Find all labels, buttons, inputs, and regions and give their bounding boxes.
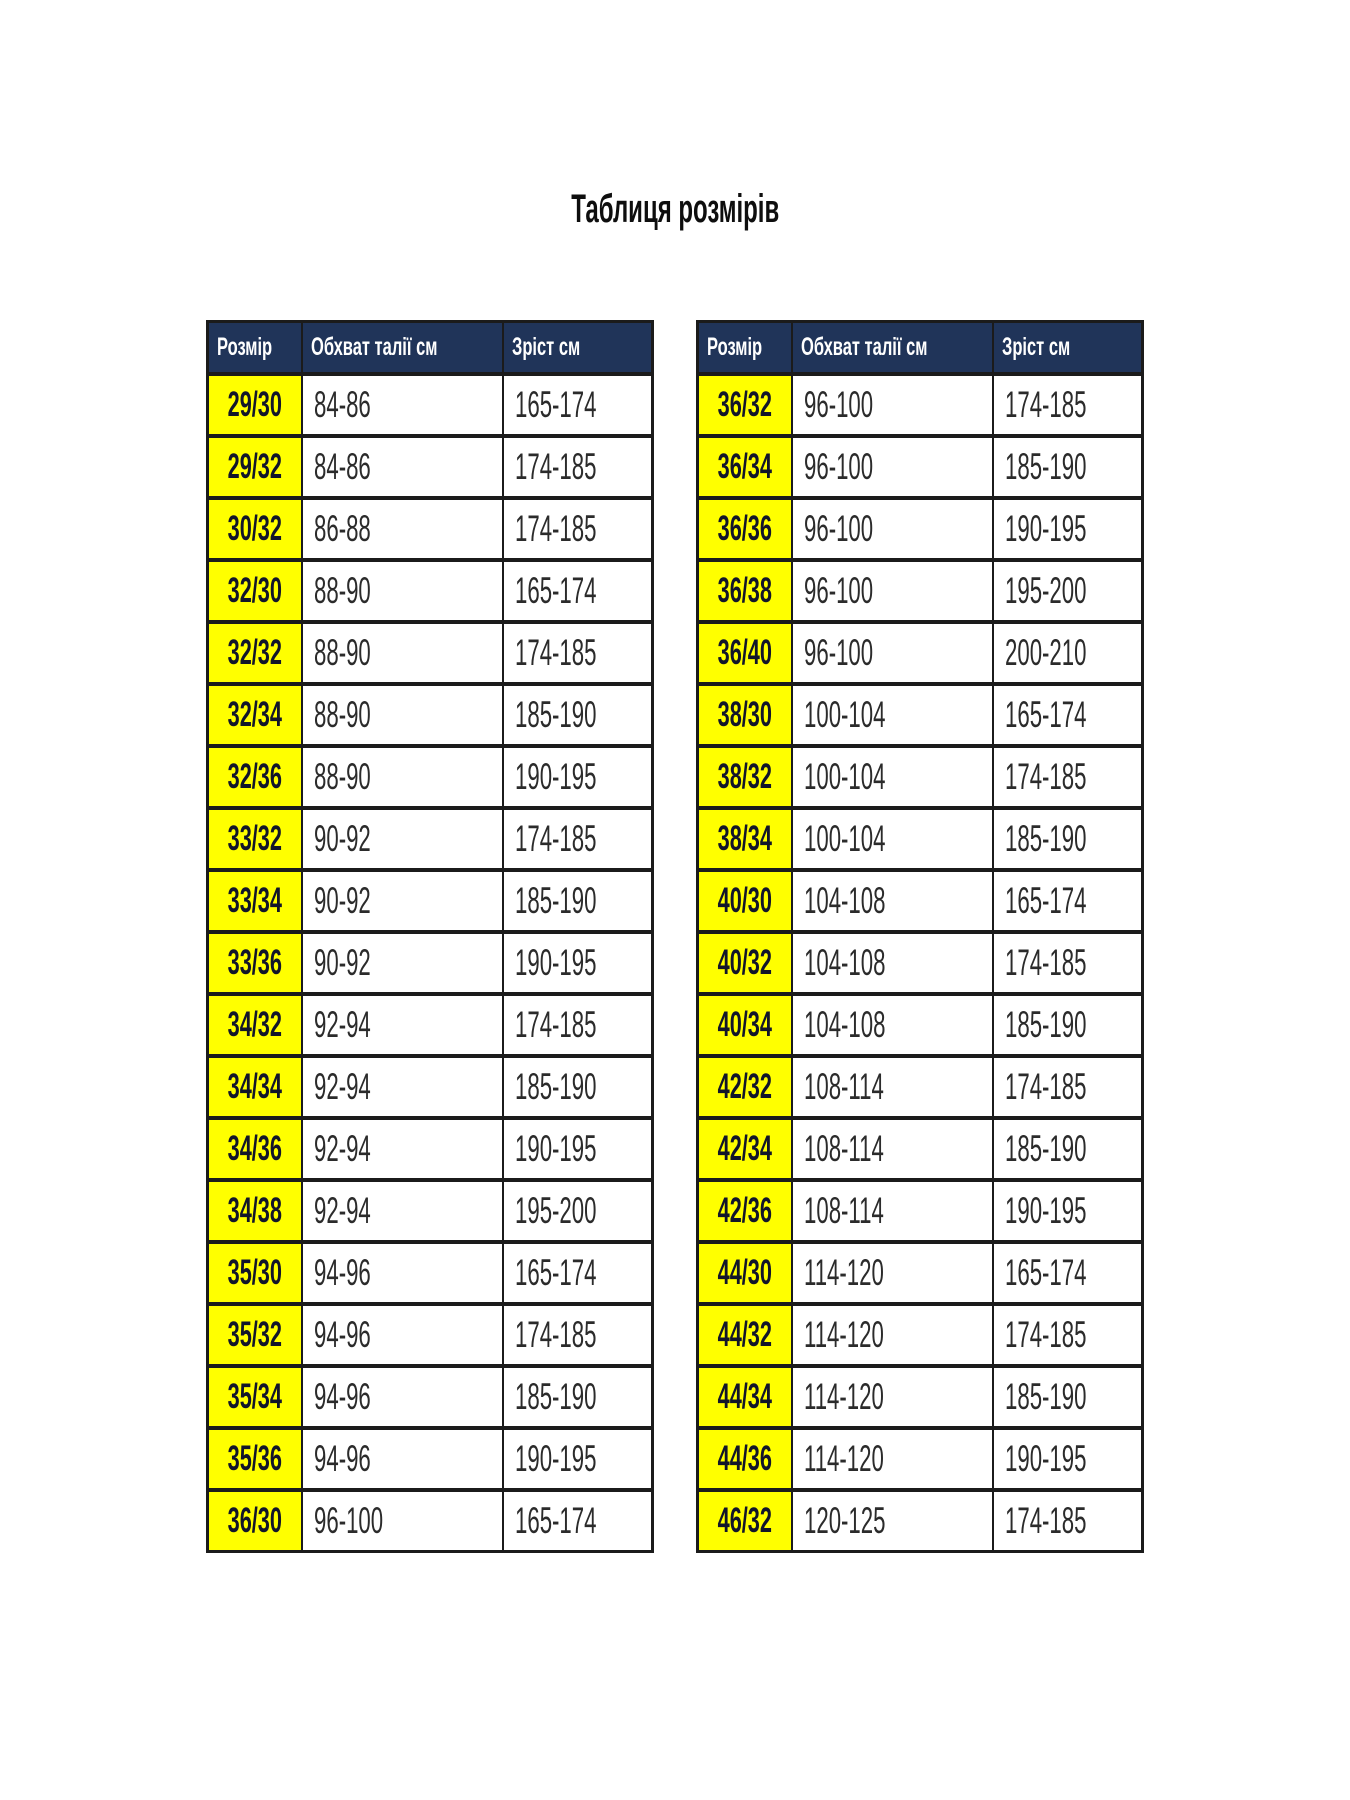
size-tables-container bbox=[0, 320, 1350, 1553]
size-value: 29/32 bbox=[227, 446, 282, 486]
column-header-height bbox=[503, 322, 652, 374]
size-value: 36/30 bbox=[227, 1500, 282, 1540]
height-cell bbox=[993, 1366, 1142, 1428]
height-cell bbox=[503, 1180, 652, 1242]
size-value: 42/32 bbox=[717, 1066, 772, 1106]
waist-value: 100-104 bbox=[803, 755, 885, 797]
waist-cell bbox=[792, 932, 994, 994]
height-value: 174-185 bbox=[1005, 383, 1087, 425]
height-value: 174-185 bbox=[1005, 1065, 1087, 1107]
size-cell bbox=[698, 746, 792, 808]
waist-value: 100-104 bbox=[803, 817, 885, 859]
waist-value: 88-90 bbox=[313, 755, 371, 797]
waist-value: 108-114 bbox=[803, 1189, 884, 1231]
table-row bbox=[698, 1428, 1143, 1490]
waist-value: 92-94 bbox=[313, 1003, 371, 1045]
size-value: 42/36 bbox=[717, 1190, 772, 1230]
height-cell bbox=[503, 622, 652, 684]
size-cell bbox=[208, 1180, 302, 1242]
size-value: 35/30 bbox=[227, 1252, 282, 1292]
table-row bbox=[208, 622, 653, 684]
size-value: 40/32 bbox=[717, 942, 772, 982]
column-header-height-label: Зріст см bbox=[512, 332, 581, 361]
waist-cell bbox=[792, 1428, 994, 1490]
table-row bbox=[698, 1056, 1143, 1118]
size-value: 34/36 bbox=[227, 1128, 282, 1168]
table-row bbox=[698, 374, 1143, 436]
height-cell bbox=[503, 1428, 652, 1490]
waist-value: 114-120 bbox=[803, 1251, 884, 1293]
size-cell bbox=[698, 622, 792, 684]
waist-value: 104-108 bbox=[803, 941, 885, 983]
column-header-size bbox=[698, 322, 792, 374]
table-row bbox=[208, 1056, 653, 1118]
waist-cell bbox=[792, 1056, 994, 1118]
size-cell bbox=[698, 808, 792, 870]
waist-cell bbox=[792, 436, 994, 498]
waist-cell bbox=[792, 994, 994, 1056]
size-value: 35/32 bbox=[227, 1314, 282, 1354]
size-cell bbox=[208, 870, 302, 932]
size-value: 38/32 bbox=[717, 756, 772, 796]
size-value: 34/32 bbox=[227, 1004, 282, 1044]
waist-cell bbox=[792, 808, 994, 870]
waist-value: 108-114 bbox=[803, 1127, 884, 1169]
size-value: 35/34 bbox=[227, 1376, 282, 1416]
waist-cell bbox=[302, 994, 504, 1056]
waist-cell bbox=[302, 1242, 504, 1304]
header-row bbox=[208, 322, 653, 374]
height-cell bbox=[503, 808, 652, 870]
size-cell bbox=[698, 932, 792, 994]
table-row bbox=[208, 1304, 653, 1366]
size-cell bbox=[698, 684, 792, 746]
table-row bbox=[698, 1118, 1143, 1180]
waist-cell bbox=[302, 808, 504, 870]
waist-cell bbox=[302, 932, 504, 994]
table-row bbox=[698, 994, 1143, 1056]
height-cell bbox=[993, 622, 1142, 684]
size-value: 32/30 bbox=[227, 570, 282, 610]
height-value: 165-174 bbox=[515, 1251, 597, 1293]
page-title bbox=[0, 186, 1350, 232]
size-cell bbox=[698, 498, 792, 560]
height-cell bbox=[993, 870, 1142, 932]
waist-cell bbox=[792, 374, 994, 436]
table-row bbox=[208, 374, 653, 436]
waist-cell bbox=[302, 1428, 504, 1490]
height-value: 190-195 bbox=[515, 941, 597, 983]
table-row bbox=[208, 1242, 653, 1304]
height-cell bbox=[993, 994, 1142, 1056]
size-value: 36/34 bbox=[717, 446, 772, 486]
size-value: 29/30 bbox=[227, 384, 282, 424]
column-header-size bbox=[208, 322, 302, 374]
size-value: 32/36 bbox=[227, 756, 282, 796]
size-cell bbox=[698, 1056, 792, 1118]
page-title-text: Таблиця розмірів bbox=[571, 187, 779, 231]
height-cell bbox=[993, 746, 1142, 808]
waist-value: 92-94 bbox=[313, 1127, 371, 1169]
height-cell bbox=[503, 870, 652, 932]
height-value: 190-195 bbox=[515, 1127, 597, 1169]
waist-cell bbox=[302, 498, 504, 560]
waist-cell bbox=[792, 684, 994, 746]
height-cell bbox=[503, 1366, 652, 1428]
size-value: 44/30 bbox=[717, 1252, 772, 1292]
size-value: 33/34 bbox=[227, 880, 282, 920]
size-table-left bbox=[206, 320, 654, 1553]
column-header-waist bbox=[302, 322, 504, 374]
table-row bbox=[698, 932, 1143, 994]
waist-cell bbox=[302, 1304, 504, 1366]
size-cell bbox=[208, 374, 302, 436]
height-cell bbox=[993, 684, 1142, 746]
height-cell bbox=[503, 498, 652, 560]
size-value: 33/32 bbox=[227, 818, 282, 858]
waist-cell bbox=[302, 870, 504, 932]
table-row bbox=[208, 684, 653, 746]
table-row bbox=[208, 870, 653, 932]
table-row bbox=[208, 498, 653, 560]
size-value: 42/34 bbox=[717, 1128, 772, 1168]
height-cell bbox=[503, 560, 652, 622]
table-row bbox=[208, 994, 653, 1056]
height-value: 185-190 bbox=[515, 1065, 597, 1107]
waist-cell bbox=[792, 746, 994, 808]
waist-value: 96-100 bbox=[803, 569, 873, 611]
waist-value: 86-88 bbox=[313, 507, 371, 549]
waist-cell bbox=[302, 622, 504, 684]
size-cell bbox=[698, 436, 792, 498]
height-value: 190-195 bbox=[1005, 1437, 1087, 1479]
table-row bbox=[208, 436, 653, 498]
size-cell bbox=[698, 1180, 792, 1242]
waist-cell bbox=[792, 1490, 994, 1552]
size-cell bbox=[208, 994, 302, 1056]
height-value: 165-174 bbox=[515, 569, 597, 611]
height-cell bbox=[993, 1490, 1142, 1552]
waist-cell bbox=[792, 870, 994, 932]
size-value: 30/32 bbox=[227, 508, 282, 548]
height-value: 165-174 bbox=[1005, 693, 1087, 735]
size-value: 38/30 bbox=[717, 694, 772, 734]
waist-value: 84-86 bbox=[313, 383, 371, 425]
waist-cell bbox=[302, 1490, 504, 1552]
size-cell bbox=[208, 684, 302, 746]
size-value: 36/32 bbox=[717, 384, 772, 424]
table-row bbox=[698, 1242, 1143, 1304]
height-cell bbox=[993, 498, 1142, 560]
size-cell bbox=[698, 994, 792, 1056]
size-value: 34/38 bbox=[227, 1190, 282, 1230]
height-value: 165-174 bbox=[1005, 1251, 1087, 1293]
column-header-waist bbox=[792, 322, 994, 374]
table-row bbox=[208, 1118, 653, 1180]
table-row bbox=[698, 684, 1143, 746]
waist-cell bbox=[792, 1242, 994, 1304]
waist-cell bbox=[302, 746, 504, 808]
size-value: 33/36 bbox=[227, 942, 282, 982]
height-cell bbox=[993, 436, 1142, 498]
height-value: 174-185 bbox=[1005, 941, 1087, 983]
waist-value: 96-100 bbox=[803, 383, 873, 425]
waist-cell bbox=[792, 622, 994, 684]
size-cell bbox=[698, 374, 792, 436]
size-cell bbox=[208, 622, 302, 684]
size-cell bbox=[208, 746, 302, 808]
table-row bbox=[698, 560, 1143, 622]
waist-value: 90-92 bbox=[313, 941, 371, 983]
height-cell bbox=[503, 684, 652, 746]
height-cell bbox=[503, 746, 652, 808]
height-value: 174-185 bbox=[1005, 755, 1087, 797]
size-cell bbox=[208, 1366, 302, 1428]
size-cell bbox=[698, 870, 792, 932]
waist-value: 108-114 bbox=[803, 1065, 884, 1107]
waist-value: 96-100 bbox=[803, 507, 873, 549]
table-row bbox=[208, 808, 653, 870]
height-value: 185-190 bbox=[1005, 817, 1087, 859]
height-value: 185-190 bbox=[1005, 1003, 1087, 1045]
height-value: 185-190 bbox=[1005, 1127, 1087, 1169]
waist-cell bbox=[302, 684, 504, 746]
waist-value: 88-90 bbox=[313, 569, 371, 611]
height-value: 195-200 bbox=[515, 1189, 597, 1231]
size-value: 44/36 bbox=[717, 1438, 772, 1478]
size-value: 32/34 bbox=[227, 694, 282, 734]
waist-value: 88-90 bbox=[313, 631, 371, 673]
height-value: 174-185 bbox=[1005, 1499, 1087, 1541]
column-header-waist-label: Обхват талії см bbox=[310, 332, 438, 361]
table-row bbox=[698, 1304, 1143, 1366]
height-cell bbox=[503, 1304, 652, 1366]
height-cell bbox=[993, 1242, 1142, 1304]
size-cell bbox=[698, 1242, 792, 1304]
waist-value: 94-96 bbox=[313, 1313, 371, 1355]
height-value: 185-190 bbox=[515, 1375, 597, 1417]
table-row bbox=[208, 1490, 653, 1552]
size-value: 32/32 bbox=[227, 632, 282, 672]
table-row bbox=[698, 622, 1143, 684]
waist-cell bbox=[302, 560, 504, 622]
size-value: 36/36 bbox=[717, 508, 772, 548]
height-value: 185-190 bbox=[1005, 445, 1087, 487]
size-value: 36/40 bbox=[717, 632, 772, 672]
waist-value: 114-120 bbox=[803, 1313, 884, 1355]
size-cell bbox=[698, 560, 792, 622]
size-value: 35/36 bbox=[227, 1438, 282, 1478]
size-cell bbox=[208, 1118, 302, 1180]
header-row bbox=[698, 322, 1143, 374]
size-cell bbox=[208, 1304, 302, 1366]
size-cell bbox=[698, 1366, 792, 1428]
height-value: 200-210 bbox=[1005, 631, 1087, 673]
size-cell bbox=[208, 808, 302, 870]
size-value: 44/32 bbox=[717, 1314, 772, 1354]
size-cell bbox=[208, 560, 302, 622]
waist-value: 94-96 bbox=[313, 1437, 371, 1479]
table-row bbox=[208, 932, 653, 994]
height-cell bbox=[993, 1428, 1142, 1490]
waist-value: 96-100 bbox=[313, 1499, 383, 1541]
waist-value: 114-120 bbox=[803, 1375, 884, 1417]
height-value: 174-185 bbox=[515, 817, 597, 859]
waist-value: 120-125 bbox=[803, 1499, 885, 1541]
height-cell bbox=[503, 1490, 652, 1552]
column-header-size-label: Розмір bbox=[707, 332, 763, 361]
waist-value: 114-120 bbox=[803, 1437, 884, 1479]
waist-value: 100-104 bbox=[803, 693, 885, 735]
height-value: 195-200 bbox=[1005, 569, 1087, 611]
height-cell bbox=[503, 1118, 652, 1180]
size-value: 46/32 bbox=[717, 1500, 772, 1540]
height-value: 174-185 bbox=[515, 445, 597, 487]
table-row bbox=[698, 1490, 1143, 1552]
waist-cell bbox=[302, 1056, 504, 1118]
table-row bbox=[208, 1366, 653, 1428]
column-header-size-label: Розмір bbox=[217, 332, 273, 361]
table-row bbox=[208, 746, 653, 808]
table-row bbox=[208, 1180, 653, 1242]
waist-value: 90-92 bbox=[313, 817, 371, 859]
height-value: 185-190 bbox=[515, 693, 597, 735]
waist-cell bbox=[792, 1118, 994, 1180]
waist-value: 94-96 bbox=[313, 1251, 371, 1293]
table-row bbox=[698, 870, 1143, 932]
size-cell bbox=[208, 436, 302, 498]
waist-value: 84-86 bbox=[313, 445, 371, 487]
height-cell bbox=[503, 932, 652, 994]
size-value: 34/34 bbox=[227, 1066, 282, 1106]
height-cell bbox=[993, 560, 1142, 622]
height-cell bbox=[993, 1118, 1142, 1180]
height-cell bbox=[503, 1056, 652, 1118]
size-cell bbox=[208, 1242, 302, 1304]
height-cell bbox=[993, 1180, 1142, 1242]
waist-cell bbox=[302, 436, 504, 498]
waist-cell bbox=[792, 1366, 994, 1428]
table-row bbox=[698, 1366, 1143, 1428]
waist-value: 104-108 bbox=[803, 879, 885, 921]
waist-cell bbox=[302, 1118, 504, 1180]
height-value: 165-174 bbox=[1005, 879, 1087, 921]
height-cell bbox=[993, 808, 1142, 870]
height-value: 190-195 bbox=[515, 1437, 597, 1479]
waist-cell bbox=[302, 1180, 504, 1242]
size-cell bbox=[208, 1490, 302, 1552]
waist-cell bbox=[792, 1180, 994, 1242]
height-value: 190-195 bbox=[1005, 507, 1087, 549]
waist-cell bbox=[302, 1366, 504, 1428]
size-cell bbox=[208, 498, 302, 560]
size-table-right bbox=[696, 320, 1144, 1553]
height-value: 165-174 bbox=[515, 383, 597, 425]
waist-value: 104-108 bbox=[803, 1003, 885, 1045]
height-value: 190-195 bbox=[1005, 1189, 1087, 1231]
height-cell bbox=[503, 436, 652, 498]
column-header-waist-label: Обхват талії см bbox=[800, 332, 928, 361]
waist-value: 94-96 bbox=[313, 1375, 371, 1417]
waist-cell bbox=[302, 374, 504, 436]
table-row bbox=[698, 498, 1143, 560]
waist-value: 96-100 bbox=[803, 631, 873, 673]
height-value: 185-190 bbox=[1005, 1375, 1087, 1417]
table-row bbox=[208, 1428, 653, 1490]
size-value: 40/34 bbox=[717, 1004, 772, 1044]
waist-value: 92-94 bbox=[313, 1189, 371, 1231]
height-cell bbox=[993, 374, 1142, 436]
height-value: 174-185 bbox=[515, 507, 597, 549]
height-value: 190-195 bbox=[515, 755, 597, 797]
size-value: 40/30 bbox=[717, 880, 772, 920]
column-header-height bbox=[993, 322, 1142, 374]
size-cell bbox=[208, 1428, 302, 1490]
waist-value: 96-100 bbox=[803, 445, 873, 487]
height-cell bbox=[503, 994, 652, 1056]
height-cell bbox=[503, 374, 652, 436]
column-header-height-label: Зріст см bbox=[1002, 332, 1071, 361]
size-value: 44/34 bbox=[717, 1376, 772, 1416]
size-cell bbox=[698, 1304, 792, 1366]
table-row bbox=[698, 1180, 1143, 1242]
height-cell bbox=[993, 1056, 1142, 1118]
waist-cell bbox=[792, 560, 994, 622]
waist-cell bbox=[792, 498, 994, 560]
size-cell bbox=[208, 932, 302, 994]
size-cell bbox=[698, 1428, 792, 1490]
size-cell bbox=[208, 1056, 302, 1118]
size-cell bbox=[698, 1118, 792, 1180]
table-row bbox=[698, 746, 1143, 808]
waist-value: 90-92 bbox=[313, 879, 371, 921]
height-cell bbox=[993, 932, 1142, 994]
height-value: 174-185 bbox=[515, 631, 597, 673]
waist-value: 88-90 bbox=[313, 693, 371, 735]
height-cell bbox=[503, 1242, 652, 1304]
table-row bbox=[208, 560, 653, 622]
waist-value: 92-94 bbox=[313, 1065, 371, 1107]
height-value: 185-190 bbox=[515, 879, 597, 921]
waist-cell bbox=[792, 1304, 994, 1366]
height-value: 174-185 bbox=[515, 1313, 597, 1355]
size-value: 36/38 bbox=[717, 570, 772, 610]
height-value: 174-185 bbox=[515, 1003, 597, 1045]
table-row bbox=[698, 808, 1143, 870]
height-cell bbox=[993, 1304, 1142, 1366]
height-value: 174-185 bbox=[1005, 1313, 1087, 1355]
size-cell bbox=[698, 1490, 792, 1552]
table-row bbox=[698, 436, 1143, 498]
size-value: 38/34 bbox=[717, 818, 772, 858]
height-value: 165-174 bbox=[515, 1499, 597, 1541]
